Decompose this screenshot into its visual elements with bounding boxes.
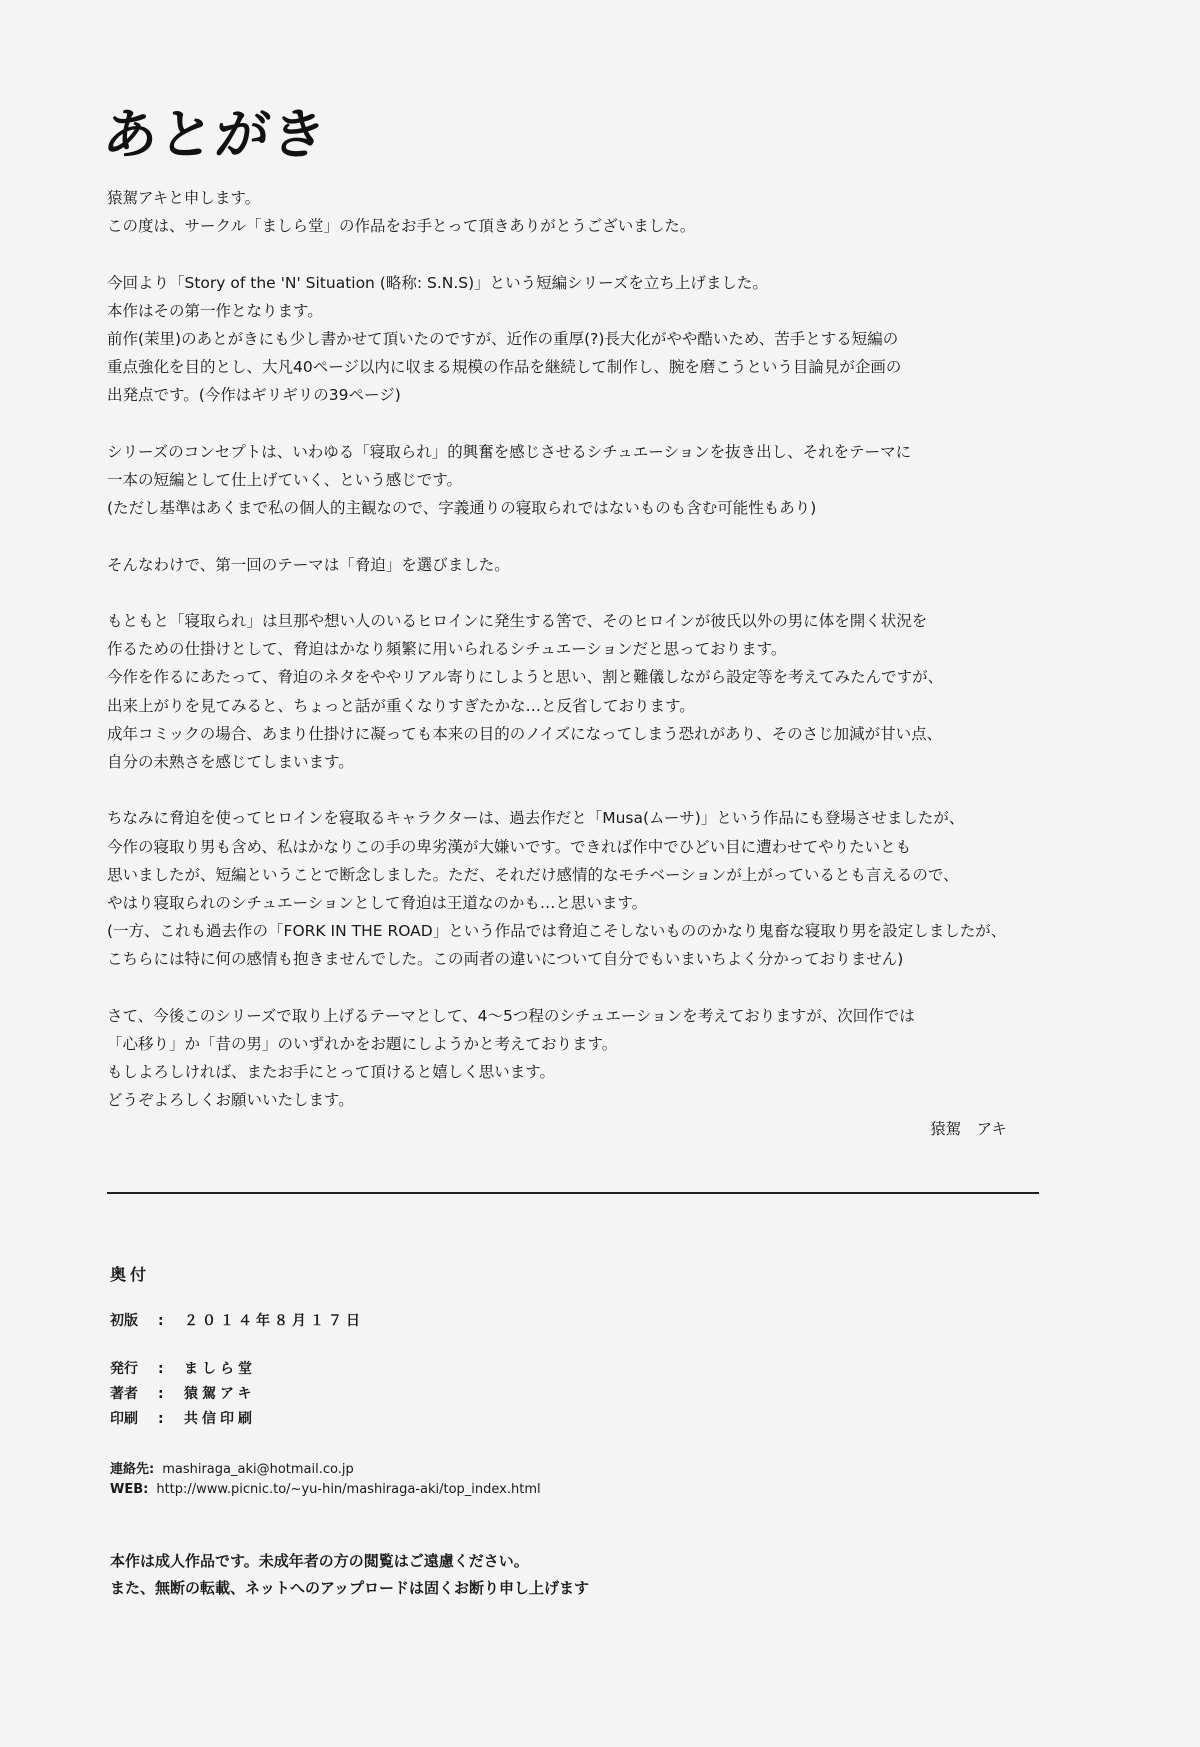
colophon-printer: [110, 1408, 256, 1428]
text-line: 今作の寝取り男も含め、私はかなりこの手の卑劣漢が大嫌いです。できれば作中でひどい目に遭わせてやりたいとも: [107, 837, 912, 856]
paragraph-character: [107, 804, 1067, 973]
text-line: もともと「寝取られ」は旦那や想い人のいるヒロインに発生する筈で、そのヒロインが彼氏以外の男に体を開く状況を: [107, 611, 928, 630]
contact-label: 連絡先:: [110, 1462, 155, 1477]
paragraph-greeting: [107, 184, 1067, 240]
web-label: WEB:: [110, 1482, 149, 1497]
adult-notice: 本作は成人作品です。未成年者の方の閲覧はご遠慮ください。: [110, 1552, 529, 1570]
separator: :: [158, 1313, 164, 1329]
text-line: 成年コミックの場合、あまり仕掛けに凝っても本来の目的のノイズになってしまう恐れがあり、そのさじ加減が甘い点、: [107, 724, 943, 743]
afterword-title: あとがき: [100, 102, 331, 166]
text-line: 一本の短編として仕上げていく、という感じです。: [107, 471, 462, 489]
afterword-body: [107, 184, 1067, 1143]
text-line: 「心移り」か「昔の男」のいずれかをお題にしようかと考えております。: [107, 1035, 618, 1053]
paragraph-series: [107, 269, 1067, 410]
contact-web-row: [110, 1482, 541, 1497]
text-line: (ただし基準はあくまで私の個人的主観なので、字義通りの寝取られではないものも含む可能性もあり): [107, 499, 817, 518]
text-line: 作るための仕掛けとして、脅迫はかなり頻繁に用いられるシチュエーションだと思っております。: [107, 640, 787, 659]
separator: :: [158, 1411, 164, 1427]
text-line: 自分の未熟さを感じてしまいます。: [107, 753, 354, 771]
text-line: ちなみに脅迫を使ってヒロインを寝取るキャラクターは、過去作だと「Musa(ムーサ)」という作品にも登場させましたが、: [107, 809, 965, 828]
publisher-value: ましら堂: [184, 1361, 256, 1377]
author-value: 猿駕アキ: [184, 1386, 256, 1402]
colophon-author: [110, 1383, 255, 1403]
contact-email: mashiraga_aki@hotmail.co.jp: [162, 1462, 354, 1477]
text-line: こちらには特に何の感情も抱きませんでした。この両者の違いについて自分でもいまいちよく分かっておりません): [107, 950, 904, 969]
text-line: 出来上がりを見てみると、ちょっと話が重くなりすぎたかな…と反省しております。: [107, 696, 695, 715]
colophon-title: 奥付: [110, 1265, 151, 1284]
author-signature: 猿駕 アキ: [930, 1119, 1007, 1138]
text-line: この度は、サークル「ましら堂」の作品をお手とって頂きありがとうございました。: [107, 217, 696, 236]
text-line: どうぞよろしくお願いいたします。: [107, 1091, 354, 1110]
paragraph-concept: [107, 438, 1067, 523]
first-edition-label: 初版: [110, 1313, 138, 1329]
contact-email-row: [110, 1458, 354, 1477]
text-line: (一方、これも過去作の「FORK IN THE ROAD」という作品では脅迫こそしないもののかなり鬼畜な寝取り男を設定しましたが、: [107, 922, 1007, 941]
first-edition-value: ２０１４年８月１７日: [184, 1313, 364, 1329]
text-line: 今回より「Story of the 'N' Situation (略称: S.N.S)」という短編シリーズを立ち上げました。: [107, 273, 768, 292]
separator: :: [158, 1361, 164, 1377]
separator: :: [158, 1386, 164, 1402]
reproduction-notice: また、無断の転載、ネットへのアップロードは固くお断り申し上げます: [110, 1579, 589, 1597]
colophon-first-edition: [110, 1310, 364, 1330]
text-line: 本作はその第一作となります。: [107, 301, 323, 320]
text-line: 前作(茉里)のあとがきにも少し書かせて頂いたのですが、近作の重厚(?)長大化がやや酷いため、苦手とする短編の: [107, 330, 899, 348]
text-line: もしよろしければ、またお手にとって頂けると嬉しく思います。: [107, 1063, 555, 1082]
text-line: 思いましたが、短編ということで断念しました。ただ、それだけ感情的なモチベーションが上がっているとも言えるので、: [107, 865, 959, 884]
section-divider: [107, 1192, 1039, 1194]
text-line: やはり寝取られのシチュエーションとして脅迫は王道なのかも…と思います。: [107, 894, 648, 912]
printer-label: 印刷: [110, 1411, 138, 1427]
text-line: シリーズのコンセプトは、いわゆる「寝取られ」的興奮を感じさせるシチュエーションを抜き出し、それをテーマに: [107, 442, 912, 461]
publisher-label: 発行: [110, 1361, 138, 1377]
printer-value: 共信印刷: [184, 1411, 256, 1427]
paragraph-closing: [107, 1002, 1067, 1115]
paragraph-background: [107, 607, 1067, 776]
text-line: 重点強化を目的とし、大凡40ページ以内に収まる規模の作品を継続して制作し、腕を磨こうという目論見が企画の: [107, 358, 902, 377]
web-url: http://www.picnic.to/~yu-hin/mashiraga-aki/top_index.html: [156, 1482, 541, 1497]
colophon-publisher: [110, 1358, 256, 1378]
author-label: 著者: [110, 1386, 138, 1402]
text-line: 出発点です。(今作はギリギリの39ページ): [107, 386, 401, 405]
text-line: そんなわけで、第一回のテーマは「脅迫」を選びました。: [107, 555, 510, 574]
text-line: さて、今後このシリーズで取り上げるテーマとして、4～5つ程のシチュエーションを考えておりますが、次回作では: [107, 1006, 915, 1025]
text-line: 今作を作るにあたって、脅迫のネタをややリアル寄りにしようと思い、割と難儀しながら設定等を考えてみたんですが、: [107, 668, 944, 687]
text-line: 猿駕アキと申します。: [107, 189, 261, 207]
paragraph-theme: [107, 551, 1067, 579]
